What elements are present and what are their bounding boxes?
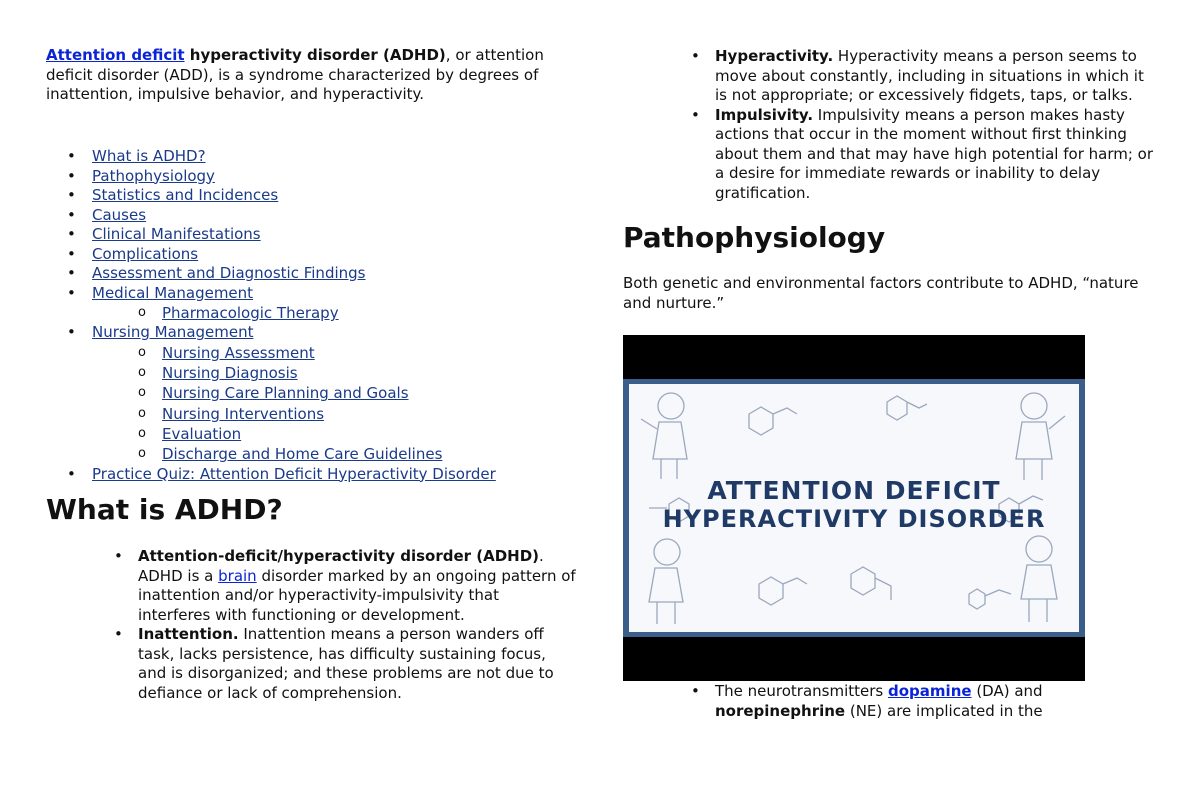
- toc-link-medical-management[interactable]: Medical Management: [92, 283, 254, 302]
- toc-subitem: o Nursing Care Planning and Goals: [138, 384, 409, 403]
- video-title-line1: ATTENTION DEFICIT: [707, 476, 1001, 505]
- toc-subitem: o Nursing Assessment: [138, 343, 315, 362]
- inattention-term: Inattention.: [138, 625, 239, 643]
- toc-item: • Practice Quiz: Attention Deficit Hyperactivity Disorder: [67, 464, 496, 483]
- toc-link-what-is-adhd[interactable]: What is ADHD?: [92, 147, 206, 165]
- toc-item: • Nursing Management: [67, 323, 254, 342]
- toc-subitem: o Pharmacologic Therapy: [138, 304, 339, 322]
- intro-text: , or attention deficit disorder (ADD), is a syndrome characterized by degrees of inattention, impulsive behavior, and hyperactivity.: [46, 46, 544, 103]
- text-run: The neurotransmitters: [715, 682, 889, 700]
- toc-subitem: o Discharge and Home Care Guidelines: [138, 445, 443, 464]
- toc-link-nursing-management[interactable]: Nursing Management: [92, 323, 254, 342]
- adhd-term: Attention-deficit/hyperactivity disorder (ADHD): [138, 547, 540, 565]
- text-run: Impulsivity means a person makes hasty actions that occur in the moment without first thinking about them and that may have high potential for harm; or a desire for immediate rewards or inability to delay gratification.: [715, 105, 1154, 202]
- intro-link[interactable]: Attention deficit: [46, 46, 185, 64]
- toc-item: • Causes: [67, 205, 147, 224]
- symptoms-list: [0, 47, 1160, 203]
- toc-link-complications[interactable]: Complications: [92, 244, 199, 263]
- video-embed[interactable]: [623, 335, 1085, 681]
- toc-item: • Statistics and Incidences: [67, 186, 279, 204]
- video-title-line2: HYPERACTIVITY DISORDER: [662, 505, 1046, 533]
- video-frame: [623, 379, 1085, 637]
- dopamine-link[interactable]: dopamine: [888, 682, 972, 700]
- toc-link-discharge[interactable]: Discharge and Home Care Guidelines: [162, 445, 443, 464]
- toc-subitem: o Nursing Interventions: [138, 404, 325, 423]
- toc-link-clinical-manifestations[interactable]: Clinical Manifestations: [92, 225, 261, 243]
- toc-link-nursing-diagnosis[interactable]: Nursing Diagnosis: [162, 364, 298, 383]
- what-is-adhd-heading: What is ADHD?: [46, 493, 283, 526]
- text-run: (DA) and: [971, 682, 1043, 700]
- hyperactivity-term: Hyperactivity.: [715, 47, 834, 65]
- text-run: . ADHD is a: [138, 547, 544, 585]
- text-run: Inattention means a person wanders off task, lacks persistence, has difficulty sustaining focus, and is disorganized; and these problems are not due to defiance or lack of comprehension.: [138, 625, 554, 702]
- text-run: Hyperactivity means a person seems to move about constantly, including in situations in which it is not appropriate; or excessively fidgets, taps, or talks.: [715, 47, 1144, 104]
- toc-item: • Clinical Manifestations: [67, 225, 261, 243]
- toc-link-statistics[interactable]: Statistics and Incidences: [92, 186, 279, 204]
- toc-link-practice-quiz[interactable]: Practice Quiz: Attention Deficit Hyperactivity Disorder: [92, 464, 496, 483]
- video-thumbnail: [629, 384, 1079, 632]
- toc-link-assessment[interactable]: Assessment and Diagnostic Findings: [92, 264, 366, 282]
- toc-subitem: o Nursing Diagnosis: [138, 364, 298, 383]
- toc-link-nursing-assessment[interactable]: Nursing Assessment: [162, 343, 315, 362]
- toc-link-pharmacologic-therapy[interactable]: Pharmacologic Therapy: [162, 304, 339, 322]
- text-run: disorder marked by an ongoing pattern of inattention and/or hyperactivity-impulsivity that interferes with functioning or development.: [138, 566, 576, 624]
- toc-link-evaluation[interactable]: Evaluation: [162, 424, 242, 443]
- toc-item: • Assessment and Diagnostic Findings: [67, 264, 366, 282]
- norepinephrine-term: norepinephrine: [715, 701, 846, 720]
- pathophysiology-heading: Pathophysiology: [623, 221, 886, 254]
- text-run: (NE) are implicated in the: [845, 701, 1043, 720]
- toc-link-care-planning[interactable]: Nursing Care Planning and Goals: [162, 384, 409, 403]
- intro-bold: hyperactivity disorder (ADHD): [184, 46, 446, 64]
- toc-item: • Medical Management: [67, 283, 254, 302]
- toc-item: • Pathophysiology: [67, 166, 215, 185]
- list-item: • Impulsivity. Impulsivity means a person makes hasty actions that occur in the moment without first thinking about them and that may have high potential for harm; or a desire for immediate rewards or inability to delay gratification.: [691, 105, 1154, 202]
- impulsivity-term: Impulsivity.: [715, 105, 814, 124]
- neurotransmitter-list: [0, 682, 1160, 721]
- pathophysiology-text: Both genetic and environmental factors contribute to ADHD, “nature and nurture.”: [623, 274, 1139, 312]
- brain-link[interactable]: brain: [218, 566, 257, 585]
- what-is-adhd-list: [46, 547, 576, 703]
- list-item: • Hyperactivity. Hyperactivity means a person seems to move about constantly, including in situations in which it is not appropriate; or excessively fidgets, taps, or talks.: [691, 47, 1144, 104]
- toc-link-causes[interactable]: Causes: [92, 205, 147, 224]
- toc-item: • What is ADHD?: [67, 147, 206, 165]
- list-item: • Inattention. Inattention means a person wanders off task, lacks persistence, has difficulty sustaining focus, and is disorganized; and these problems are not due to defiance or lack of comprehension.: [114, 625, 554, 702]
- list-item: • Attention-deficit/hyperactivity disorder (ADHD). ADHD is a brain disorder marked by an ongoing pattern of inattention and/or hyperactivity-impulsivity that interferes with functioning or development.: [114, 547, 576, 624]
- toc-subitem: o Evaluation: [138, 424, 242, 443]
- toc-link-pathophysiology[interactable]: Pathophysiology: [92, 166, 215, 185]
- toc-item: • Complications: [67, 244, 199, 263]
- list-item: • The neurotransmitters dopamine (DA) and norepinephrine (NE) are implicated in the: [691, 682, 1043, 720]
- toc-link-nursing-interventions[interactable]: Nursing Interventions: [162, 404, 325, 423]
